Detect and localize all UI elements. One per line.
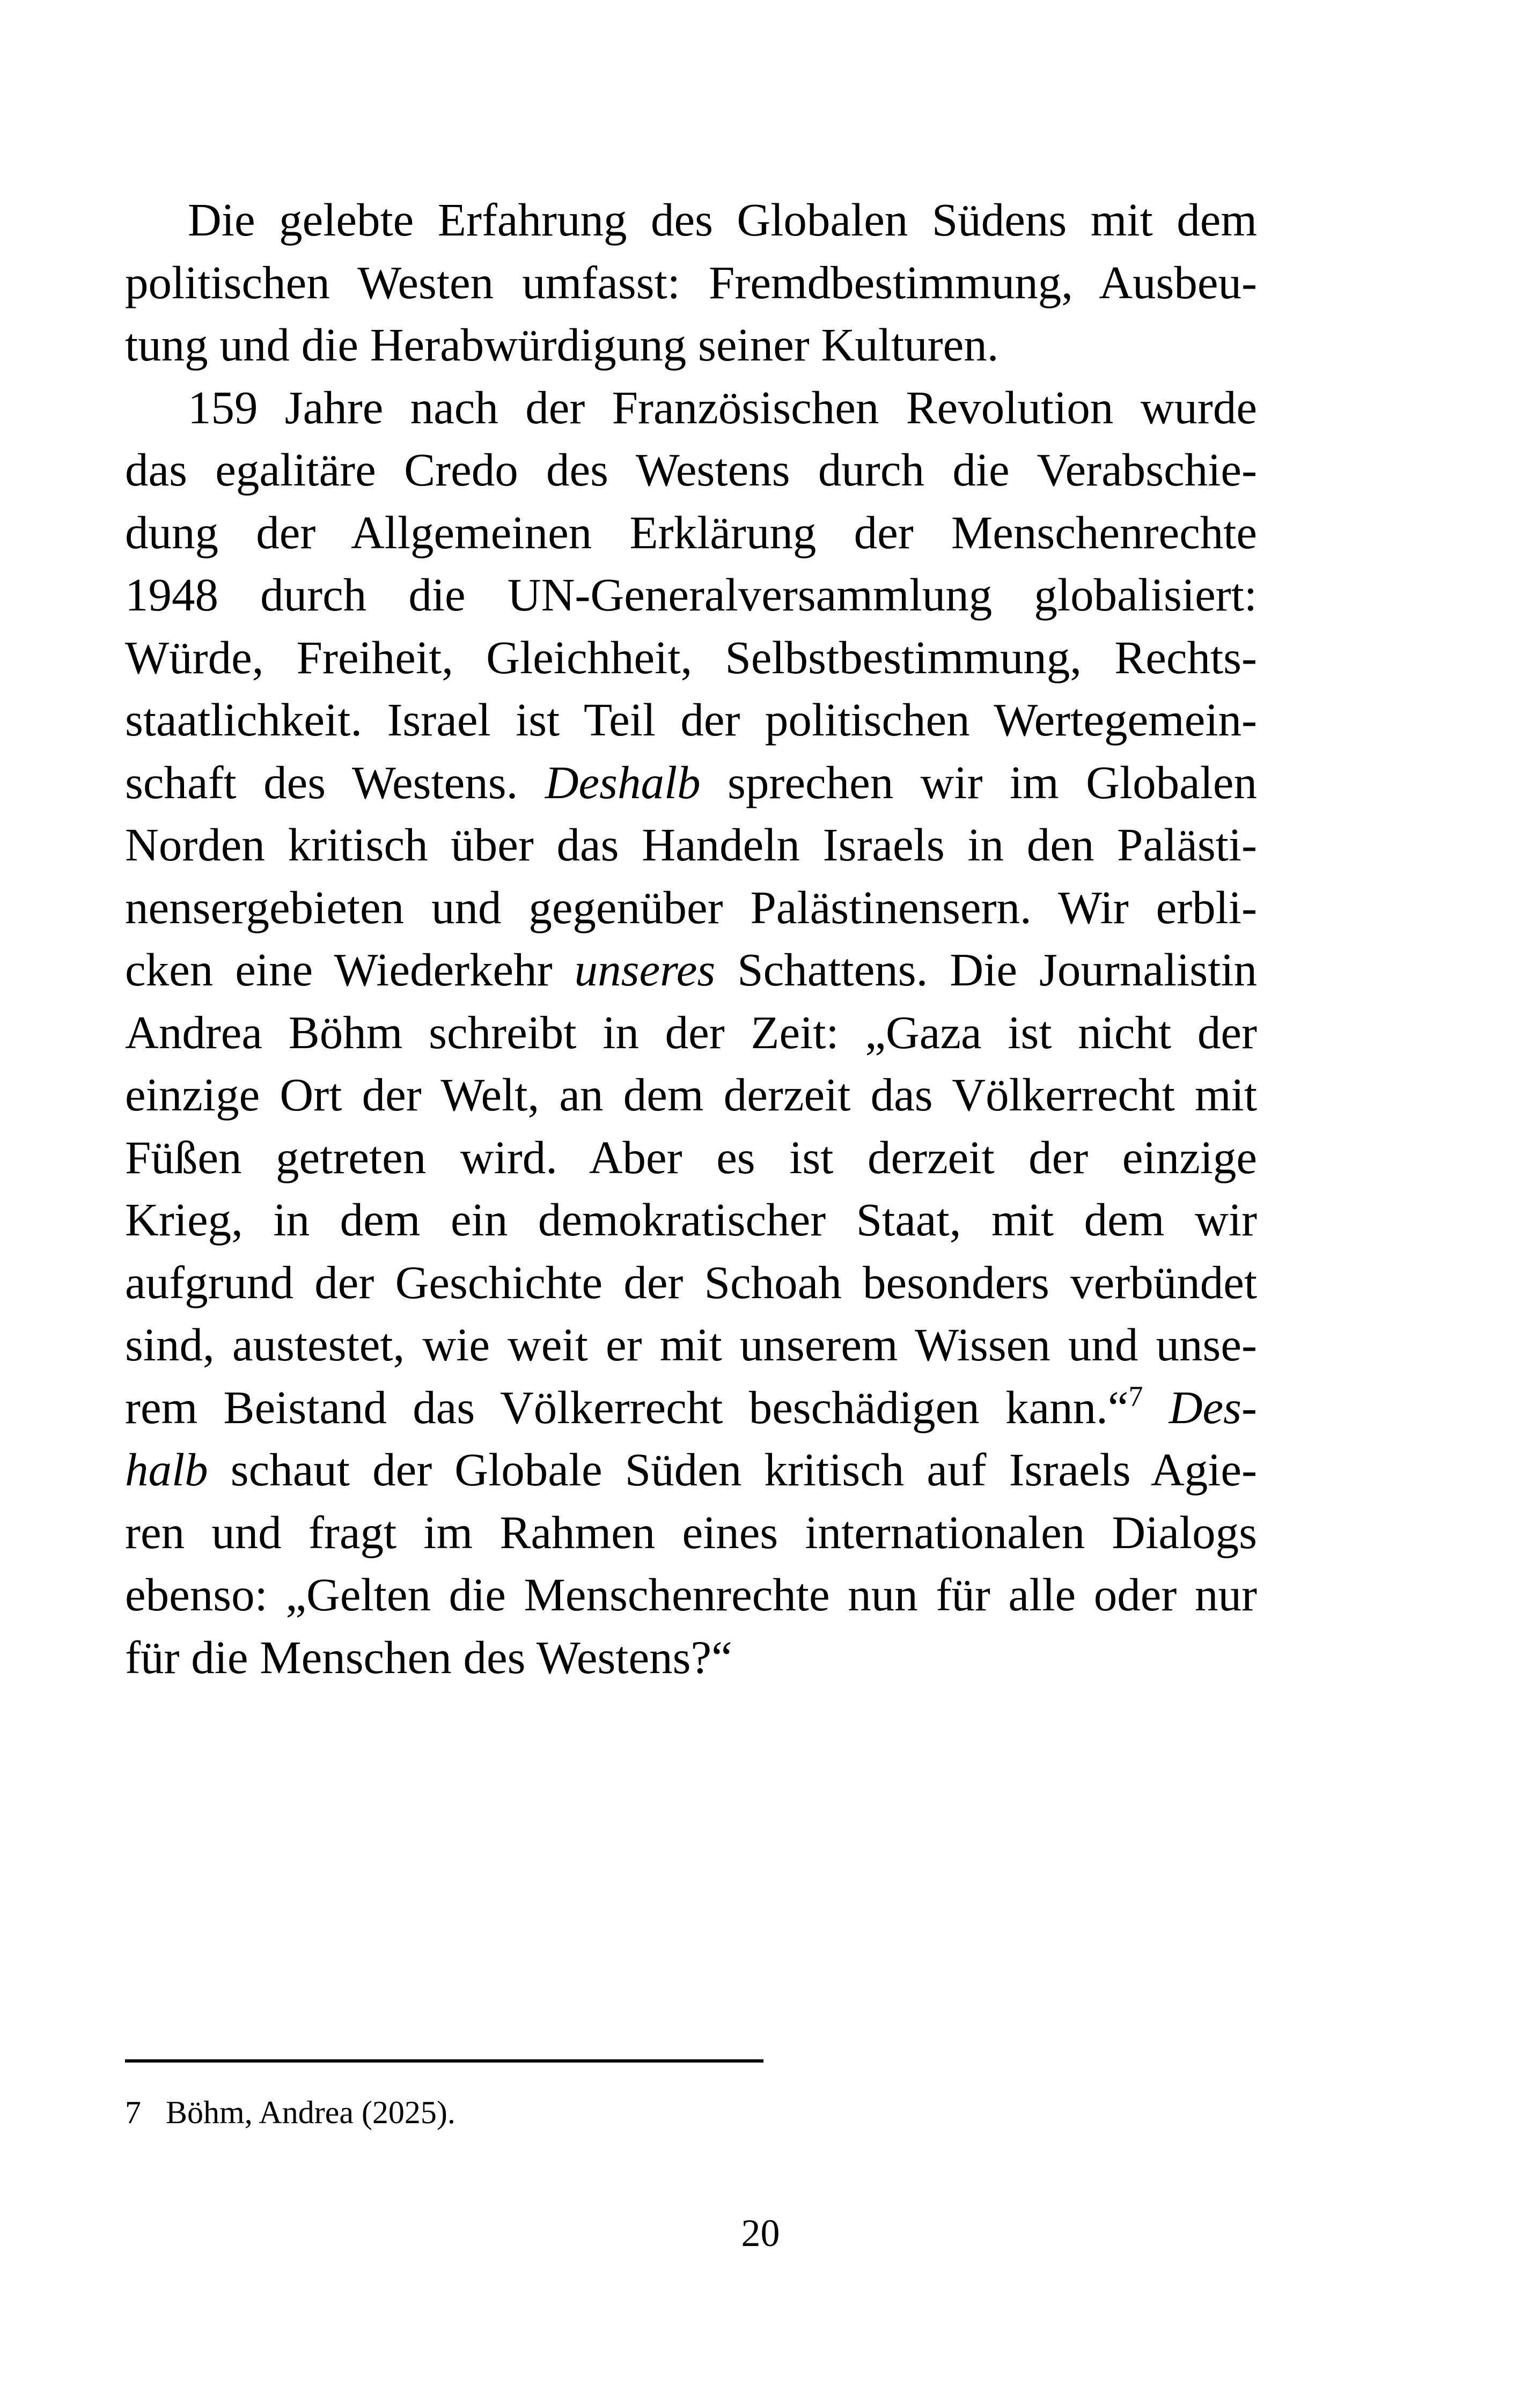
body-line: politischen Westen umfasst: Fremdbestimmung, Ausbeu- (125, 256, 1257, 308)
body-line: das egalitäre Credo des Westens durch die Verabschie- (125, 444, 1257, 496)
body-line: aufgrund der Geschichte der Schoah besonders verbündet (125, 1256, 1257, 1308)
body-line (125, 1439, 1257, 1501)
body-line: nensergebieten und gegenüber Palästinensern. Wir erbli- (125, 881, 1257, 933)
footnote-separator (125, 2059, 763, 2063)
body-line: Krieg, in dem ein demokratischer Staat, mit dem wir (125, 1194, 1257, 1246)
body-text-run: rem Beistand das Völkerrecht beschädigen kann.“ (125, 1381, 1129, 1433)
body-text (125, 189, 1257, 1689)
body-line: Norden kritisch über das Handeln Israels in den Palästi- (125, 819, 1257, 871)
body-line: 159 Jahre nach der Französischen Revolution wurde (188, 381, 1257, 433)
footnote-text: Böhm, Andrea (2025). (166, 2095, 455, 2130)
body-line (125, 1376, 1257, 1439)
body-line: staatlichkeit. Israel ist Teil der politischen Wertegemein- (125, 694, 1257, 746)
body-line: für die Menschen des Westens?“ (125, 1631, 732, 1683)
body-line: sind, austestet, wie weit er mit unserem Wissen und unse- (125, 1319, 1257, 1371)
body-line: einzige Ort der Welt, an dem derzeit das Völkerrecht mit (125, 1069, 1257, 1121)
body-line: ren und fragt im Rahmen eines internationalen Dialogs (125, 1506, 1257, 1558)
body-line: Füßen getreten wird. Aber es ist derzeit der einzige (125, 1131, 1257, 1183)
body-line: Die gelebte Erfahrung des Globalen Südens mit dem (188, 194, 1257, 246)
body-text-run: cken eine Wiederkehr (125, 944, 575, 996)
italic-emphasis: Des- (1169, 1381, 1257, 1433)
body-line (125, 939, 1257, 1002)
footnote (125, 2091, 455, 2134)
body-text-run: schaut der Globale Süden kritisch auf Israels Agie- (208, 1444, 1257, 1496)
body-line (125, 752, 1257, 814)
footnote-marker: 7 (1128, 1380, 1143, 1412)
body-line: Andrea Böhm schreibt in der Zeit: „Gaza ist nicht der (125, 1006, 1257, 1058)
italic-emphasis: halb (125, 1444, 208, 1496)
page-number: 20 (741, 2212, 780, 2255)
footnote-number: 7 (125, 2095, 141, 2130)
body-line: 1948 durch die UN-Generalversammlung globalisiert: (125, 569, 1257, 621)
body-text-run: schaft des Westens. (125, 756, 545, 808)
body-text-run: sprechen wir im Globalen (700, 756, 1257, 808)
body-text-run: Schattens. Die Journalistin (715, 944, 1258, 996)
body-line: dung der Allgemeinen Erklärung der Menschenrechte (125, 506, 1257, 558)
italic-emphasis: Deshalb (545, 756, 701, 808)
body-line: Würde, Freiheit, Gleichheit, Selbstbestimmung, Rechts- (125, 631, 1257, 683)
body-line: ebenso: „Gelten die Menschenrechte nun für alle oder nur (125, 1568, 1257, 1621)
body-line: tung und die Herabwürdigung seiner Kulturen. (125, 319, 999, 371)
italic-emphasis: unseres (574, 944, 716, 996)
